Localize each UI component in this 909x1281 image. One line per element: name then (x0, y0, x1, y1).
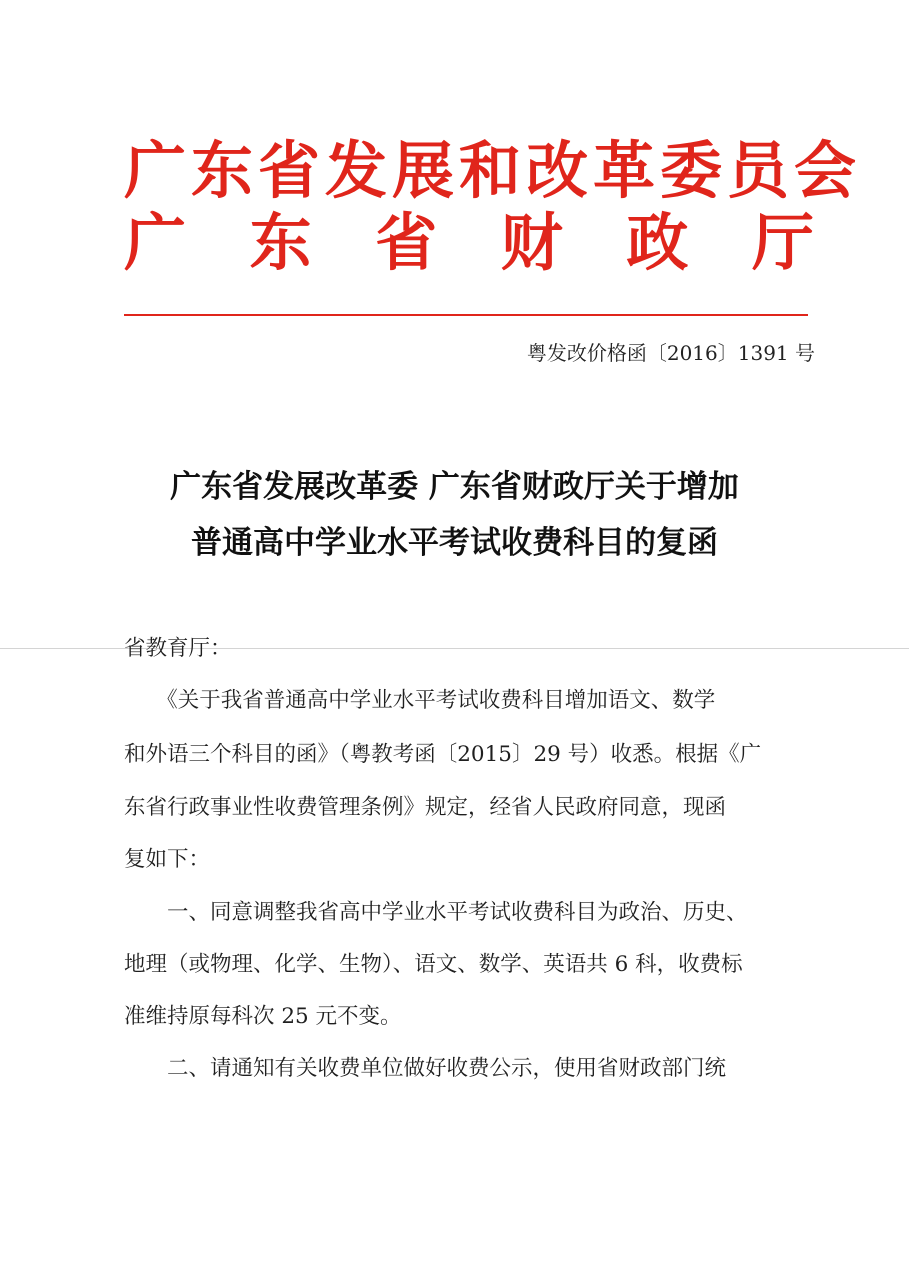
salutation: 省教育厅： (124, 636, 232, 661)
letterhead-divider (124, 314, 808, 316)
body-line: 《关于我省普通高中学业水平考试收费科目增加语文、数学 (124, 688, 716, 713)
body-line: 复如下： (124, 847, 211, 872)
body-line: 二、请通知有关收费单位做好收费公示，使用省财政部门统 (124, 1056, 727, 1081)
letterhead-line-1: 广东省发展和改革委员会 (124, 134, 862, 207)
body-line: 和外语三个科目的函》（粤教考函〔2015〕29 号）收悉。根据《广 (124, 742, 762, 767)
document-title-line-1: 广东省发展改革委 广东省财政厅关于增加 (170, 469, 739, 505)
letterhead-char: 财 (500, 206, 563, 279)
letterhead-char: 省 (375, 206, 438, 279)
letterhead-char: 广 (124, 206, 187, 279)
body-line: 地理（或物理、化学、生物）、语文、数学、英语共 6 科，收费标 (124, 952, 743, 977)
document-title-line-2: 普通高中学业水平考试收费科目的复函 (191, 525, 718, 561)
letterhead-char: 厅 (751, 206, 814, 279)
letterhead-char: 政 (626, 206, 689, 279)
letterhead-char: 东 (249, 206, 312, 279)
body-line: 东省行政事业性收费管理条例》规定，经省人民政府同意，现函 (124, 795, 727, 820)
body-line: 一、同意调整我省高中学业水平考试收费科目为政治、历史、 (124, 900, 748, 925)
document-number: 粤发改价格函〔2016〕1391 号 (526, 341, 815, 365)
body-line: 准维持原每科次 25 元不变。 (124, 1004, 402, 1029)
letterhead-line-2 (124, 206, 814, 279)
